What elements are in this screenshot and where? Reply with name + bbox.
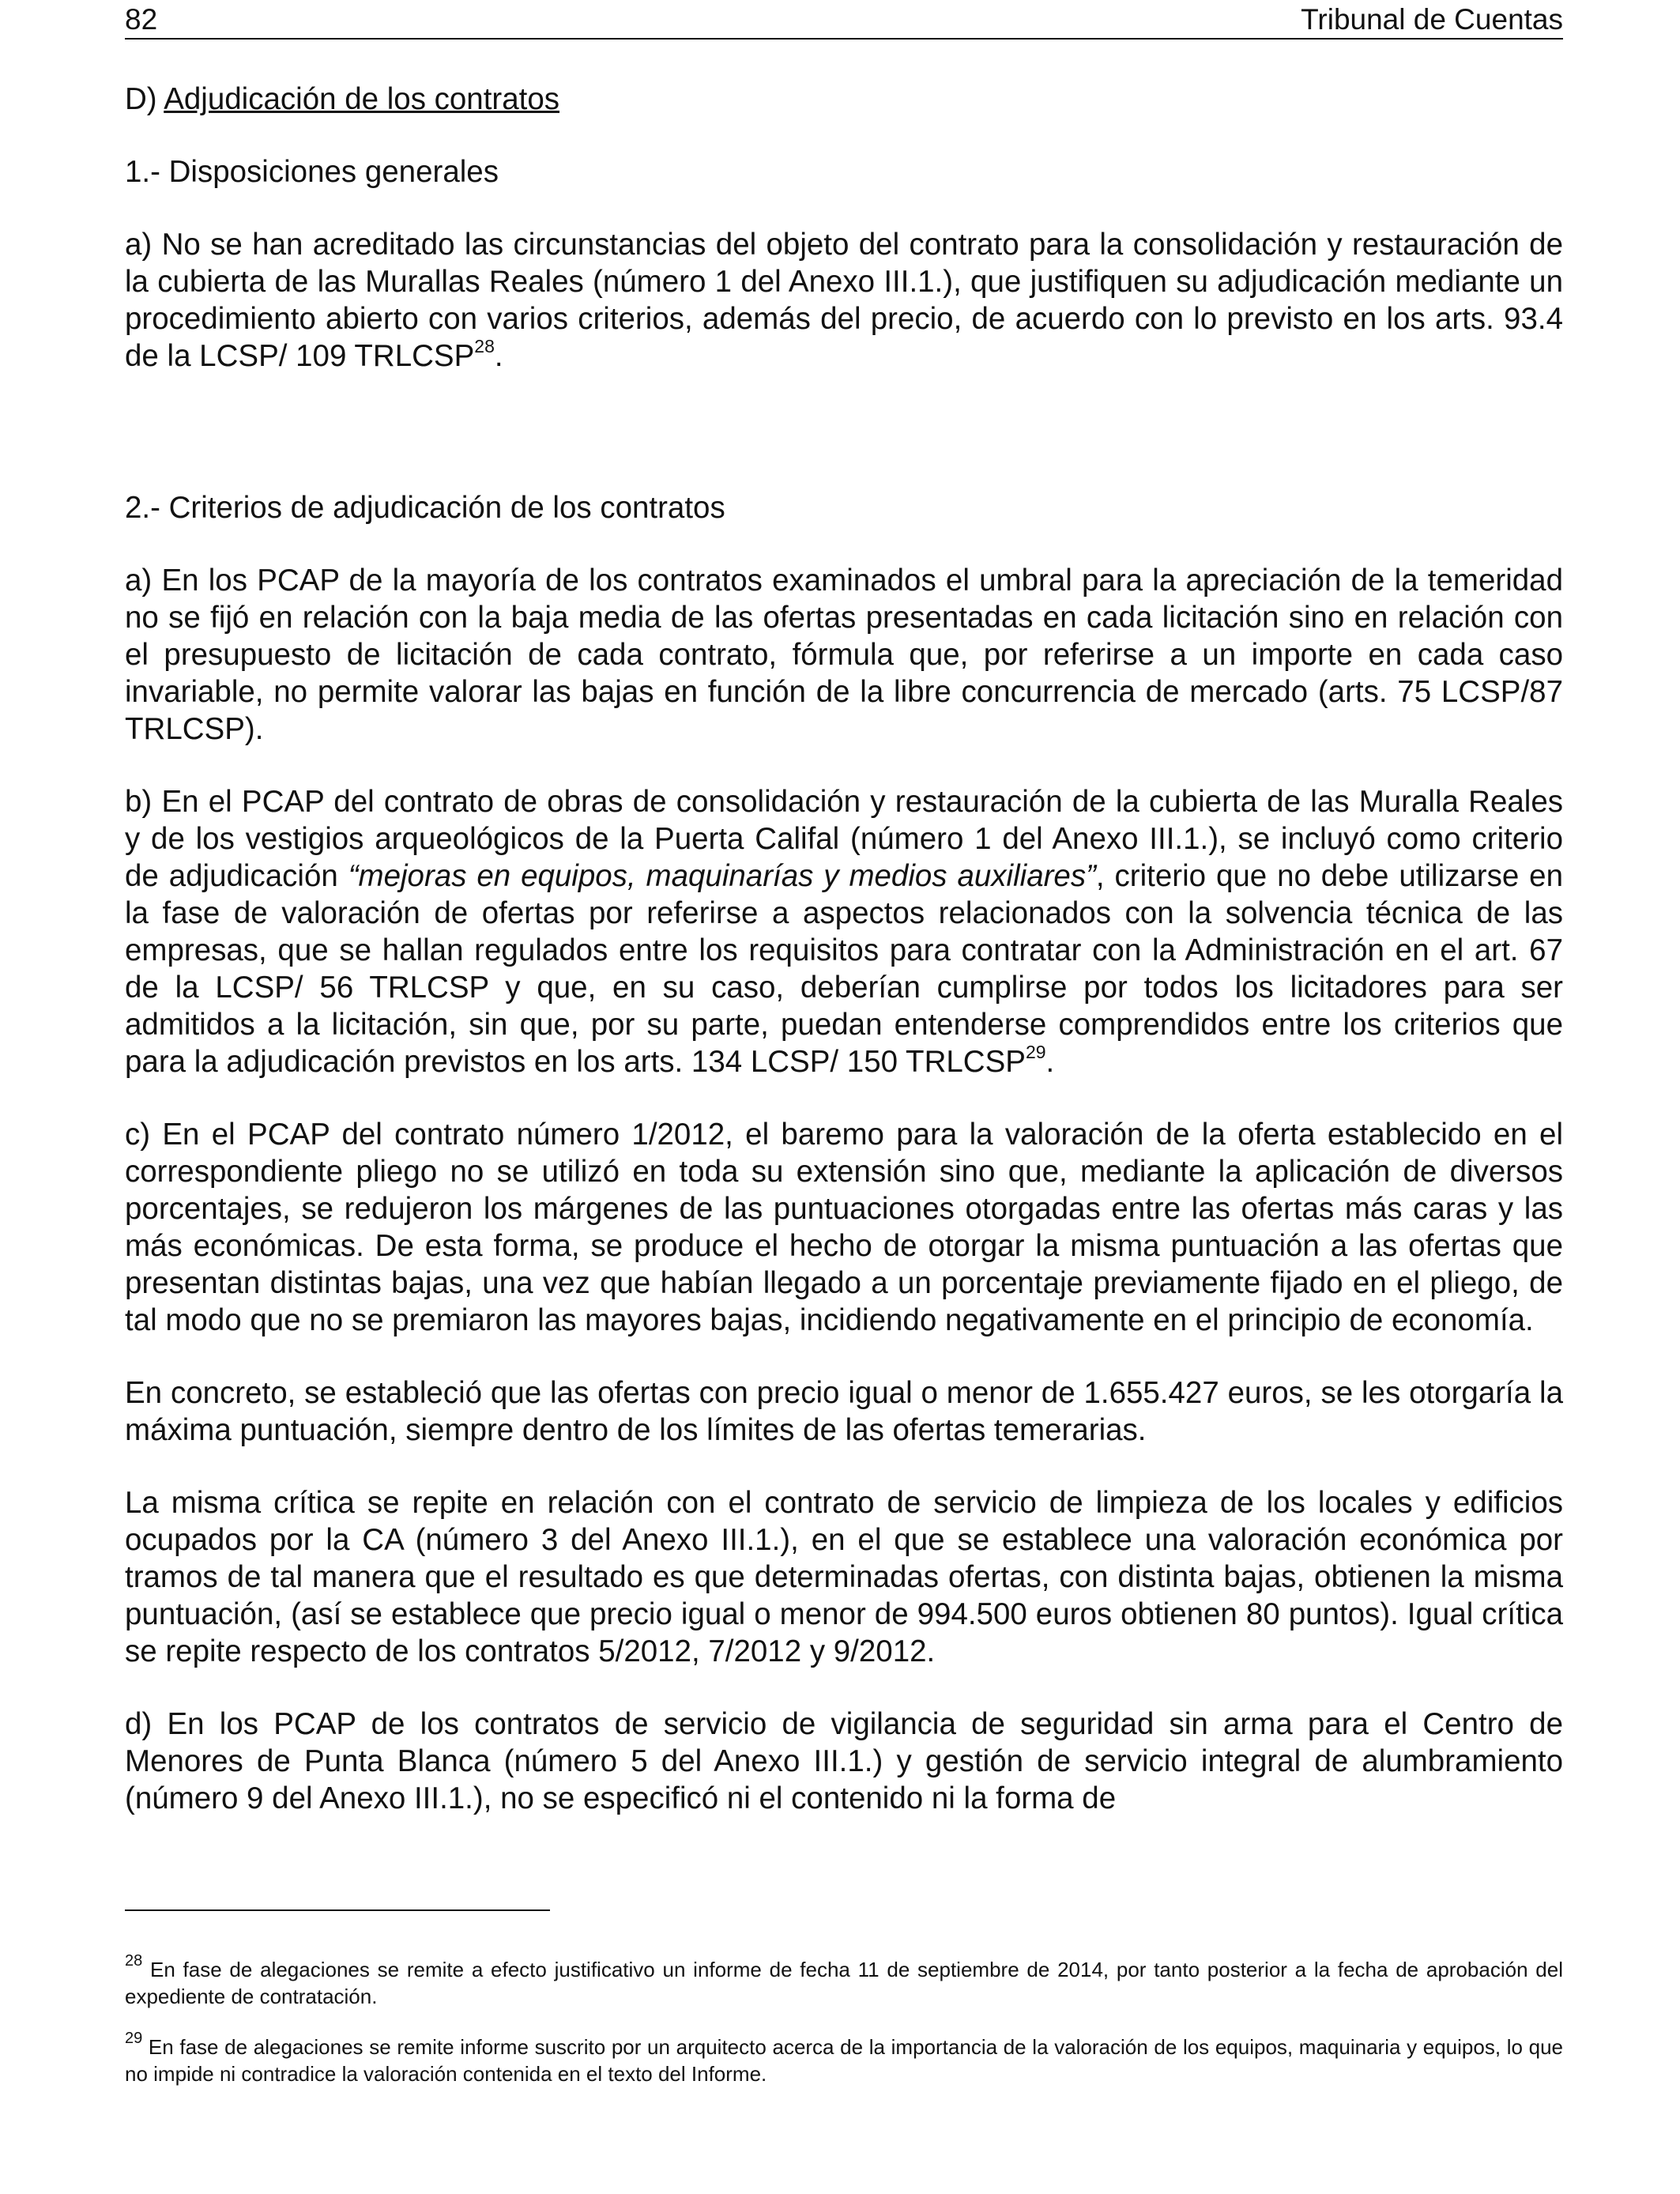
document-body	[125, 81, 1563, 1853]
paragraph-2d: d) En los PCAP de los contratos de servicio de vigilancia de seguridad sin arma para el Centro de Menores de Punta Blanca (número 5 del Anexo III.1.) y gestión de servicio integral de alumbramiento (número 9 del Anexo III.1.), no se especificó ni el contenido ni la forma de	[125, 1707, 1563, 1815]
page-header	[125, 2, 1563, 40]
section-heading	[125, 81, 1563, 118]
section-title: Adjudicación de los contratos	[164, 82, 560, 116]
footnotes	[125, 1952, 1563, 2111]
footnote-28: $^{28}$ En fase de alegaciones se remite a efecto justificativo un informe de fecha 11 de septiembre de 2014, por tanto posterior a la fecha de aprobación del expediente de contratación.	[125, 1952, 1563, 2008]
running-title: Tribunal de Cuentas	[1301, 3, 1563, 36]
footnote-29: $^{29}$ En fase de alegaciones se remite informe suscrito por un arquitecto acerca de la importancia de la valoración de los equipos, maquinaria y equipos, lo que no impide ni contradice la valoración contenida en el texto del Informe.	[125, 2030, 1563, 2086]
paragraph-critica: La misma crítica se repite en relación con el contrato de servicio de limpieza de los locales y edificios ocupados por la CA (número 3 del Anexo III.1.), en el que se establece una valoración económica por tramos de tal manera que el resultado es que determinadas ofertas, con distinta bajas, obtienen la misma puntuación, (así se establece que precio igual o menor de 994.500 euros obtienen 80 puntos). Igual crítica se repite respecto de los contratos 5/2012, 7/2012 y 9/2012.	[125, 1486, 1563, 1668]
footnote-separator	[125, 1909, 550, 1911]
page-number: 82	[125, 3, 158, 36]
quoted-criterion: “mejoras en equipos, maquinarías y medios auxiliares”	[348, 859, 1096, 893]
paragraph-2a: a) En los PCAP de la mayoría de los contratos examinados el umbral para la apreciación de la temeridad no se fijó en relación con la baja media de las ofertas presentadas en cada licitación sino en relación con el presupuesto de licitación de cada contrato, fórmula que, por referirse a un importe en cada caso invariable, no permite valorar las bajas en función de la libre concurrencia de mercado (arts. 75 LCSP/87 TRLCSP).	[125, 564, 1563, 746]
paragraph-2b: b) En el PCAP del contrato de obras de consolidación y restauración de la cubierta de las Muralla Reales y de los vestigios arqueológicos de la Puerta Califal (número 1 del Anexo III.1.), se incluyó como criterio de adjudicación “mejoras en equipos, maquinarías y medios auxiliares”, criterio que no debe utilizarse en la fase de valoración de ofertas por referirse a aspectos relacionados con la solvencia técnica de las empresas, que se hallan regulados entre los requisitos para contratar con la Administración en el art. 67 de la LCSP/ 56 TRLCSP y que, en su caso, deberían cumplirse por todos los licitadores para ser admitidos a la licitación, sin que, por su parte, puedan entenderse comprendidos entre los criterios que para la adjudicación previstos en los arts. 134 LCSP/ 150 TRLCSP$^{29}$.	[125, 785, 1563, 1079]
paragraph-concreto: En concreto, se estableció que las ofertas con precio igual o menor de 1.655.427 euros, se les otorgaría la máxima puntuación, siempre dentro de los límites de las ofertas temerarias.	[125, 1376, 1563, 1447]
section-letter: D)	[125, 82, 164, 116]
subsection-1-heading: 1.- Disposiciones generales	[125, 155, 499, 189]
paragraph-1a: a) No se han acreditado las circunstancias del objeto del contrato para la consolidación y restauración de la cubierta de las Murallas Reales (número 1 del Anexo III.1.), que justifiquen su adjudicación mediante un procedimiento abierto con varios criterios, además del precio, de acuerdo con lo previsto en los arts. 93.4 de la LCSP/ 109 TRLCSP$^{28}$.	[125, 228, 1563, 373]
footnote-ref-29[interactable]: 29	[1025, 1042, 1046, 1062]
footnote-ref-28[interactable]: 28	[474, 336, 495, 356]
paragraph-2c: c) En el PCAP del contrato número 1/2012, el baremo para la valoración de la oferta establecido en el correspondiente pliego no se utilizó en toda su extensión sino que, mediante la aplicación de diversos porcentajes, se redujeron los márgenes de las puntuaciones otorgadas entre las ofertas más caras y las más económicas. De esta forma, se produce el hecho de otorgar la misma puntuación a las ofertas que presentan distintas bajas, una vez que habían llegado a un porcentaje previamente fijado en el pliego, de tal modo que no se premiaron las mayores bajas, incidiendo negativamente en el principio de economía.	[125, 1118, 1563, 1337]
subsection-2-heading: 2.- Criterios de adjudicación de los contratos	[125, 491, 725, 525]
